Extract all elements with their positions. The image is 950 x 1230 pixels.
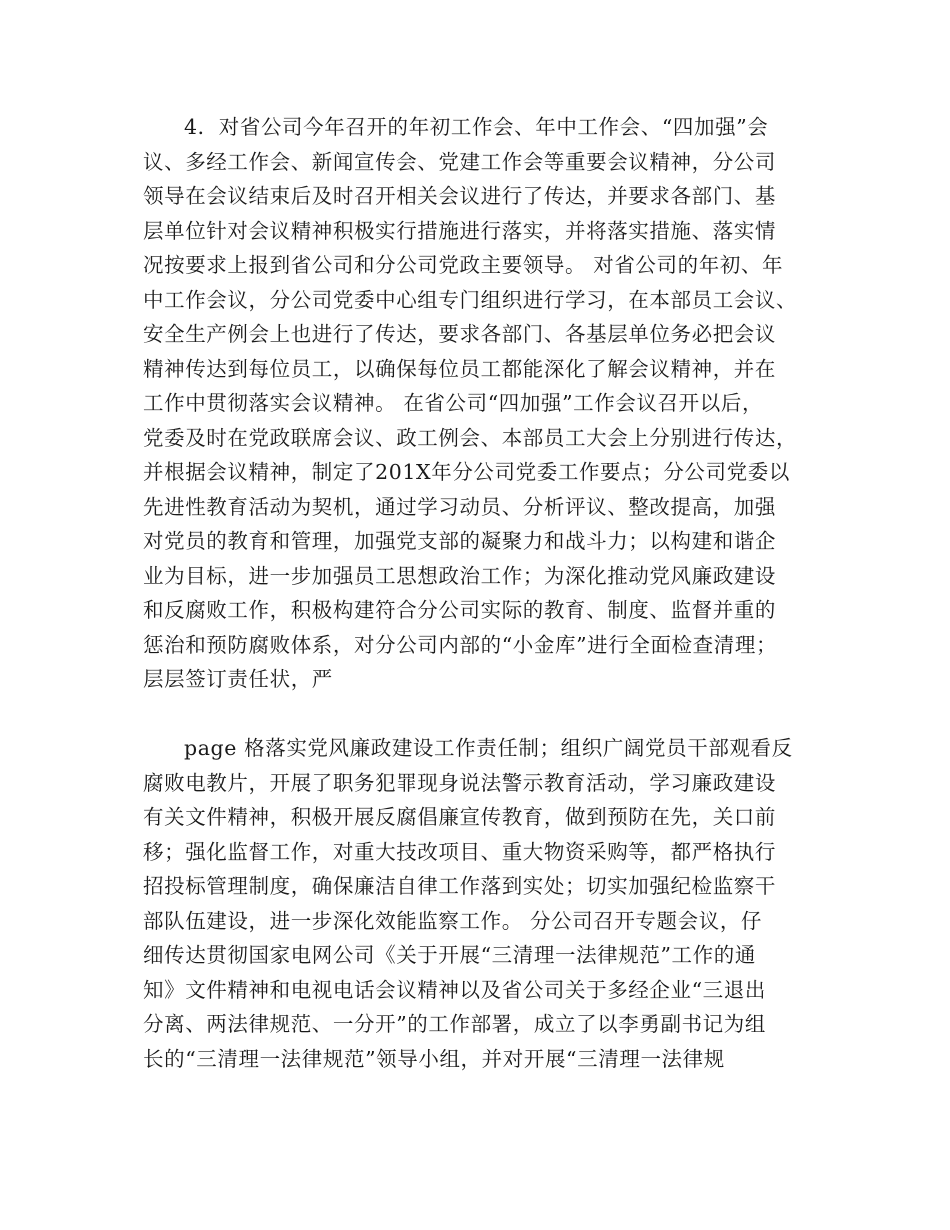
text-line: 业为目标，进一步加强员工思想政治工作；为深化推动党风廉政建设 [143,563,776,588]
text-line: page 格落实党风廉政建设工作责任制；组织广阔党员干部观看反 [184,736,793,760]
text-line: 层单位针对会议精神积极实行措施进行落实，并将落实措施、落实情 [143,218,776,243]
text-line: 并根据会议精神，制定了201X年分公司党委工作要点；分公司党委以 [143,460,790,484]
text-line: 安全生产例会上也进行了传达，要求各部门、各基层单位务必把会议 [143,322,776,346]
text-line: 对党员的教育和管理，加强党支部的凝聚力和战斗力；以构建和谐企 [143,529,776,553]
text-line: 议、多经工作会、新闻宣传会、党建工作会等重要会议精神，分公司 [143,149,776,174]
paragraph-2 [143,731,823,1076]
text-line: 中工作会议，分公司党委中心组专门组织进行学习，在本部员工会议、 [143,287,798,312]
text-line: 分离、两法律规范、一分开”的工作部署，成立了以李勇副书记为组 [143,1012,766,1036]
text-line: 招投标管理制度，确保廉洁自律工作落到实处；切实加强纪检监察干 [143,874,776,898]
text-line: 党委及时在党政联席会议、政工例会、本部员工大会上分别进行传达， [143,425,798,450]
text-line: 有关文件精神，积极开展反腐倡廉宣传教育，做到预防在先，关口前 [143,805,776,829]
text-line: 层层签订责任状，严 [143,667,333,691]
text-line: 和反腐败工作，积极构建符合分公司实际的教育、制度、监督并重的 [143,598,776,622]
text-line: 知》文件精神和电视电话会议精神以及省公司关于多经企业“三退出 [143,977,766,1002]
text-line: 况按要求上报到省公司和分公司党政主要领导。 对省公司的年初、年 [143,253,784,277]
text-line: 移；强化监督工作，对重大技改项目、重大物资采购等，都严格执行 [143,839,776,864]
text-line: 领导在会议结束后及时召开相关会议进行了传达，并要求各部门、基 [143,184,776,208]
text-line: 工作中贯彻落实会议精神。 在省公司“四加强”工作会议召开以后， [143,391,764,415]
text-line: 腐败电教片，开展了职务犯罪现身说法警示教育活动，学习廉政建设 [143,770,776,795]
text-line: 长的“三清理一法律规范”领导小组，并对开展“三清理一法律规 [143,1046,725,1071]
paragraph-1 [143,110,823,697]
text-line: 先进性教育活动为契机，通过学习动员、分析评议、整改提高，加强 [143,494,776,519]
text-line: 部队伍建设，进一步深化效能监察工作。 分公司召开专题会议，仔 [143,908,763,933]
text-line: 精神传达到每位员工，以确保每位员工都能深化了解会议精神，并在 [143,356,776,381]
text-line: 4．对省公司今年召开的年初工作会、年中工作会、“四加强”会 [184,115,769,139]
text-line: 惩治和预防腐败体系，对分公司内部的“小金库”进行全面检查清理； [143,632,778,657]
text-line: 细传达贯彻国家电网公司《关于开展“三清理一法律规范”工作的通 [143,943,756,967]
